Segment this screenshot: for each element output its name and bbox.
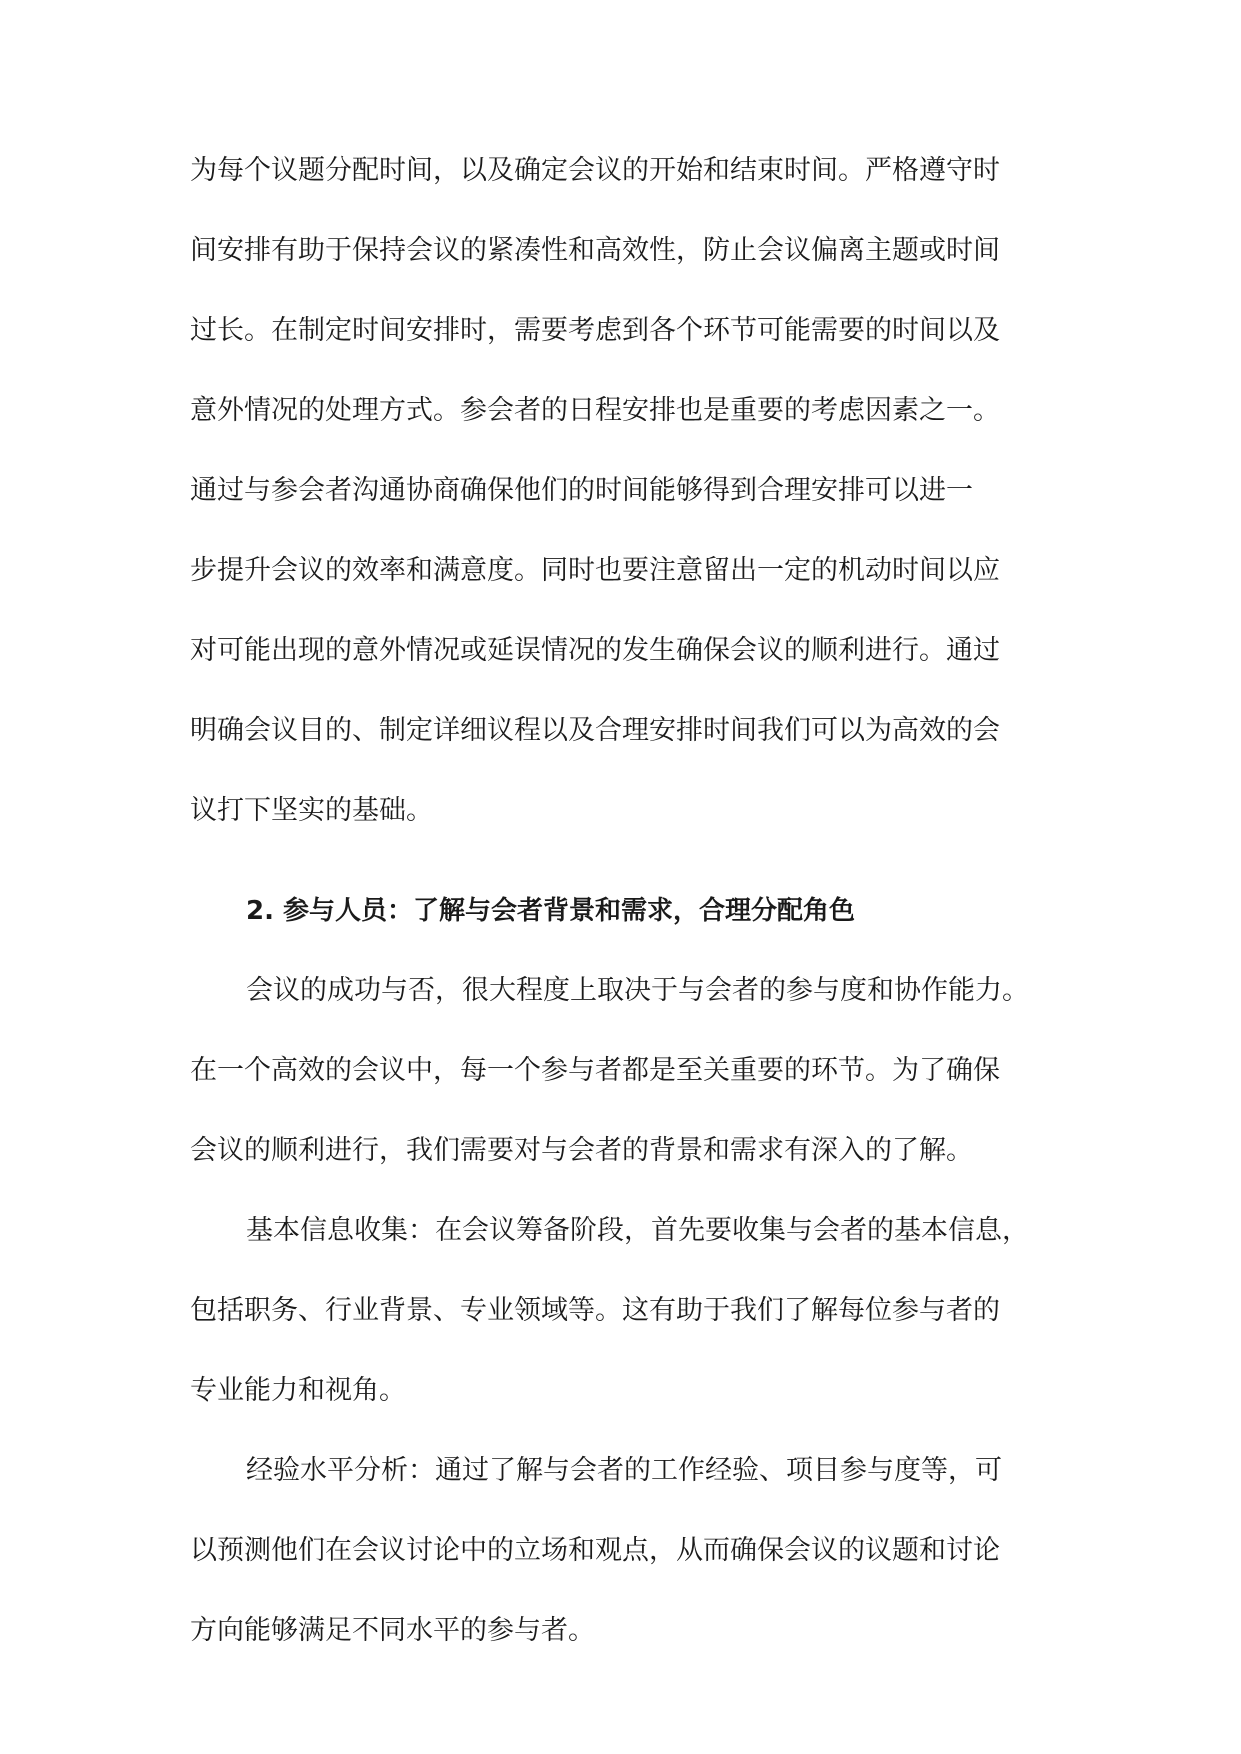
text-line: 通过与参会者沟通协商确保他们的时间能够得到合理安排可以进一 bbox=[190, 475, 973, 506]
text-line: 专业能力和视角。 bbox=[190, 1375, 406, 1406]
text-line: 议打下坚实的基础。 bbox=[190, 795, 433, 826]
section-heading: 2. 参与人员：了解与会者背景和需求，合理分配角色 bbox=[246, 896, 856, 926]
text-line: 明确会议目的、制定详细议程以及合理安排时间我们可以为高效的会 bbox=[190, 715, 1000, 746]
text-line: 方向能够满足不同水平的参与者。 bbox=[190, 1615, 595, 1646]
text-line: 步提升会议的效率和满意度。同时也要注意留出一定的机动时间以应 bbox=[190, 555, 1000, 586]
text-line: 对可能出现的意外情况或延误情况的发生确保会议的顺利进行。通过 bbox=[190, 635, 1000, 666]
text-line: 间安排有助于保持会议的紧凑性和高效性，防止会议偏离主题或时间 bbox=[190, 235, 1000, 266]
text-line: 经验水平分析：通过了解与会者的工作经验、项目参与度等，可 bbox=[246, 1455, 1002, 1486]
text-line: 过长。在制定时间安排时，需要考虑到各个环节可能需要的时间以及 bbox=[190, 315, 1000, 346]
document-body bbox=[190, 0, 1065, 1754]
text-line: 会议的顺利进行，我们需要对与会者的背景和需求有深入的了解。 bbox=[190, 1135, 973, 1166]
text-line: 在一个高效的会议中，每一个参与者都是至关重要的环节。为了确保 bbox=[190, 1055, 1000, 1086]
text-line: 基本信息收集：在会议筹备阶段，首先要收集与会者的基本信息， bbox=[246, 1215, 1029, 1246]
text-line: 以预测他们在会议讨论中的立场和观点，从而确保会议的议题和讨论 bbox=[190, 1535, 1000, 1566]
text-line: 为每个议题分配时间，以及确定会议的开始和结束时间。严格遵守时 bbox=[190, 155, 1000, 186]
text-line: 会议的成功与否，很大程度上取决于与会者的参与度和协作能力。 bbox=[246, 975, 1029, 1006]
text-line: 包括职务、行业背景、专业领域等。这有助于我们了解每位参与者的 bbox=[190, 1295, 1000, 1326]
text-line: 意外情况的处理方式。参会者的日程安排也是重要的考虑因素之一。 bbox=[190, 395, 1000, 426]
